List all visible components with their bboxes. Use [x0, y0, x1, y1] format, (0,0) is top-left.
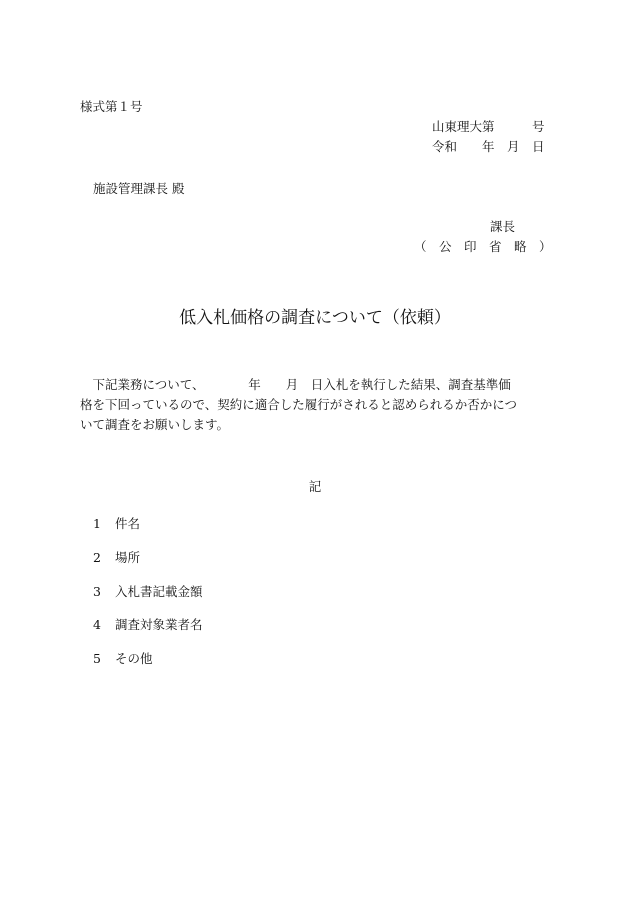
body-line-2: 格を下回っているので、契約に適合した履行がされると認められるか否かにつ: [80, 397, 518, 412]
item-number: 1: [93, 516, 101, 531]
body-paragraph: [80, 375, 554, 435]
date-line: 令和 年 月 日: [432, 139, 545, 154]
body-line-3: いて調査をお願いします。: [80, 417, 230, 432]
item-label: 場所: [115, 550, 141, 565]
list-item: [93, 548, 140, 566]
reference-number: 山東理大第 号: [432, 119, 545, 134]
list-item: [93, 514, 140, 532]
item-label: その他: [115, 651, 153, 666]
addressee: 施設管理課長 殿: [93, 181, 185, 196]
seal-omitted-note: （ 公 印 省 略 ）: [414, 239, 552, 254]
item-label: 入札書記載金額: [115, 584, 203, 599]
item-number: 3: [93, 584, 101, 599]
ki-heading: 記: [308, 479, 322, 494]
form-label: 様式第１号: [80, 99, 143, 114]
item-label: 件名: [115, 516, 141, 531]
sender-title: 課長: [490, 219, 516, 234]
list-item: [93, 582, 203, 600]
item-number: 2: [93, 550, 101, 565]
list-item: [93, 615, 203, 633]
document-title: 低入札価格の調査について（依頼）: [179, 308, 451, 328]
list-item: [93, 649, 153, 667]
item-number: 5: [93, 651, 101, 666]
body-line-1: 下記業務について、 年 月 日入札を執行した結果、調査基準価: [80, 377, 511, 392]
item-label: 調査対象業者名: [115, 617, 203, 632]
item-number: 4: [93, 617, 101, 632]
